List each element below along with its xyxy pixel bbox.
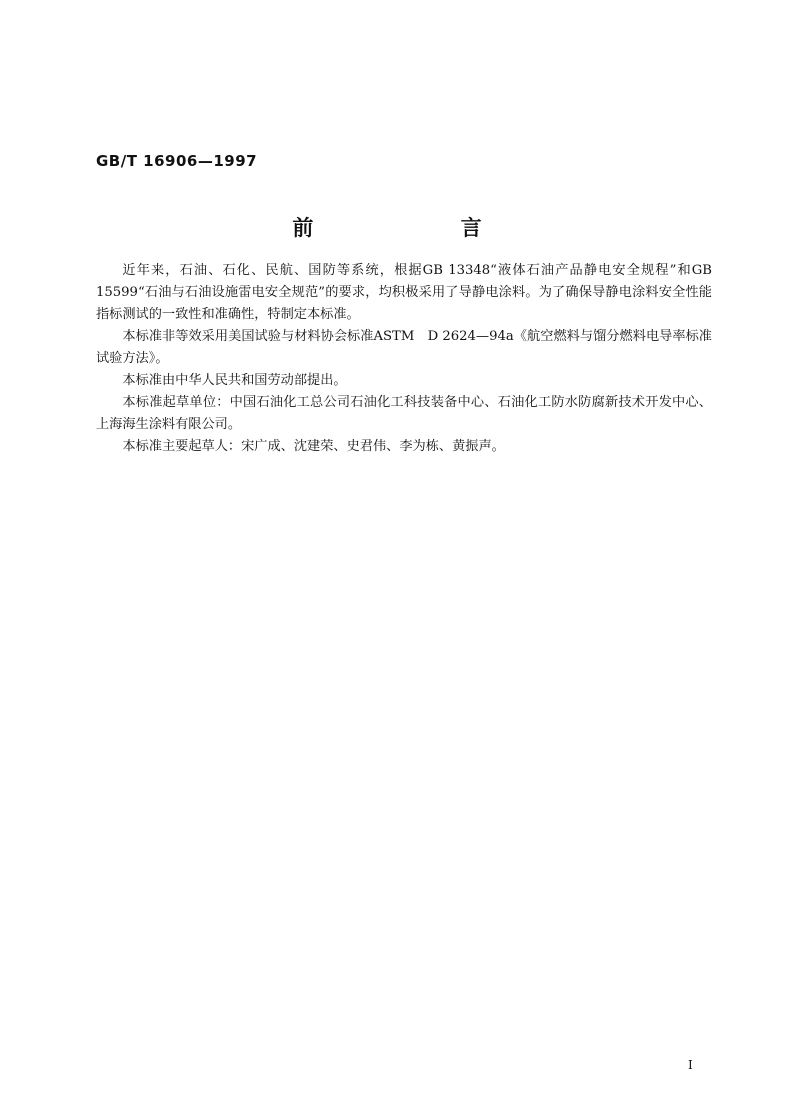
paragraph-proposer: 本标准由中华人民共和国劳动部提出。 [122, 373, 347, 388]
page-number: I [688, 1058, 693, 1072]
standard-code: GB/T 16906—1997 [96, 152, 258, 170]
paragraph-drafting-units: 本标准起草单位：中国石油化工总公司石油化工科技装备中心、石油化工防水防腐新技术开发中心、上海海生涂料有限公司。 [96, 395, 712, 432]
paragraph-adoption: 本标准非等效采用美国试验与材料协会标准ASTM D 2624—94a《航空燃料与馏分燃料电导率标准试验方法》。 [96, 329, 712, 366]
page-title: 前 言 [292, 216, 552, 240]
paragraph-background: 近年来，石油、石化、民航、国防等系统，根据GB 13348“液体石油产品静电安全规程”和GB 15599“石油与石油设施雷电安全规范”的要求，均积极采用了导静电涂料。为了确保导静电涂料安全性能指标测试的一致性和准确性，特制定本标准。 [96, 263, 712, 322]
foreword-body [96, 260, 712, 458]
paragraph-drafters: 本标准主要起草人：宋广成、沈建荣、史君伟、李为栋、黄振声。 [122, 439, 505, 454]
